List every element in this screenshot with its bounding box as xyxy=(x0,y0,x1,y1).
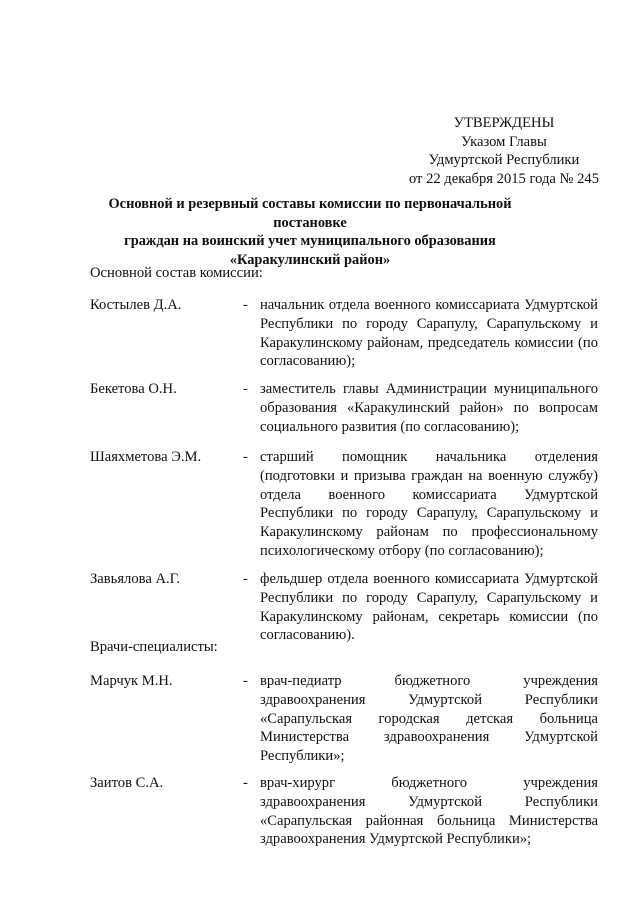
member-entry xyxy=(90,296,598,376)
title-line-2: граждан на воинский учет муниципального образования xyxy=(124,233,496,249)
doctor-entry xyxy=(90,774,598,854)
member-dash: - xyxy=(243,449,248,465)
section-doctors: Врачи-специалисты: xyxy=(90,639,218,655)
doctor-dash: - xyxy=(243,775,248,791)
approval-block xyxy=(409,114,599,188)
member-description: фельдшер отдела военного комиссариата Удмуртской Республики по городу Сарапулу, Сарапульскому и Каракулинскому районам, секретарь комиссии (по согласованию). xyxy=(260,571,598,644)
member-description: начальник отдела военного комиссариата Удмуртской Республики по городу Сарапулу, Сарапульскому и Каракулинскому районам, председатель комиссии (по согласованию); xyxy=(260,297,598,370)
member-name: Костылев Д.А. xyxy=(90,297,182,313)
doctor-description: врач-педиатр бюджетного учреждения здравоохранения Удмуртской Республики «Сарапульская городская детская больница Министерства здравоохранения Удмуртской Республики»; xyxy=(260,673,598,765)
approval-heading: УТВЕРЖДЕНЫ xyxy=(453,115,555,131)
document-title xyxy=(95,195,525,269)
member-name: Бекетова О.Н. xyxy=(90,381,177,397)
approval-decree: Указом Главы xyxy=(461,133,547,150)
doctor-entry xyxy=(90,672,598,765)
member-dash: - xyxy=(243,381,248,397)
doctor-description: врач-хирург бюджетного учреждения здравоохранения Удмуртской Республики «Сарапульская районная больница Министерства здравоохранения Удмуртской Республики»; xyxy=(260,775,598,848)
member-description: заместитель главы Администрации муниципального образования «Каракулинский район» по вопросам социального развития (по согласованию); xyxy=(260,381,598,435)
member-description: старший помощник начальника отделения (подготовки и призыва граждан на военную службу) отдела военного комиссариата Удмуртской Республики по городу Сарапулу, Сарапульскому и Каракулинскому районам по профессиональному психологическому отбору (по согласованию); xyxy=(260,449,598,559)
doctor-dash: - xyxy=(243,673,248,689)
section-main-composition: Основной состав комиссии: xyxy=(90,265,263,281)
doctor-name: Заитов С.А. xyxy=(90,775,164,791)
doctor-name: Марчук М.Н. xyxy=(90,673,173,689)
member-name: Завьялова А.Г. xyxy=(90,571,181,587)
approval-date: от 22 декабря 2015 года № 245 xyxy=(408,170,599,187)
title-line-1: Основной и резервный составы комиссии по первоначальной постановке xyxy=(108,196,512,231)
member-dash: - xyxy=(243,571,248,587)
title-line-3: «Каракулинский район» xyxy=(229,251,391,268)
member-entry xyxy=(90,448,598,559)
member-name: Шаяхметова Э.М. xyxy=(90,449,202,465)
member-dash: - xyxy=(243,297,248,313)
approval-republic: Удмуртской Республики xyxy=(428,152,580,168)
